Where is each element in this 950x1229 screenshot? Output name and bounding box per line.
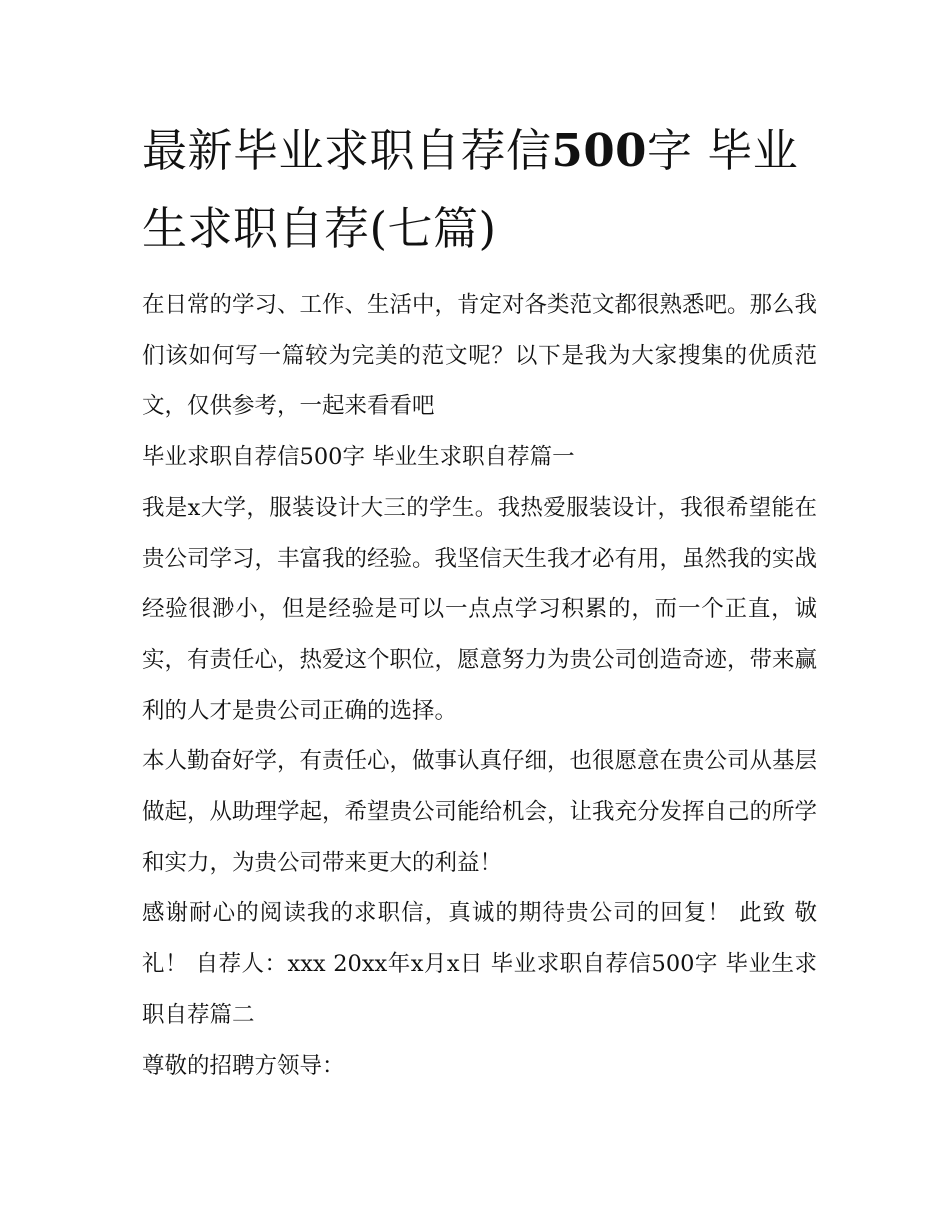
title-number: 500 <box>551 124 647 177</box>
salutation-paragraph: 尊敬的招聘方领导： <box>142 1052 345 1079</box>
closing-paragraph: 感谢耐心的阅读我的求职信，真诚的期待贵公司的回复！ 此致 敬礼！ 自荐人：xxx 20xx年x月x日 毕业求职自荐信500字 毕业生求职自荐篇二 <box>142 900 817 1028</box>
document-body <box>142 280 817 1091</box>
document-title <box>142 112 817 268</box>
title-text-part-1: 最新毕业求职自荐信 <box>142 124 552 177</box>
title-text-part-2: 字 毕业生求职自荐(七篇) <box>142 124 799 255</box>
body-paragraph-2: 本人勤奋好学，有责任心，做事认真仔细，也很愿意在贵公司从基层做起，从助理学起，希望贵公司能给机会，让我充分发挥自己的所学和实力，为贵公司带来更大的利益！ <box>142 748 818 876</box>
intro-paragraph: 在日常的学习、工作、生活中，肯定对各类范文都很熟悉吧。那么我们该如何写一篇较为完美的范文呢？以下是我为大家搜集的优质范文，仅供参考，一起来看看吧 <box>142 292 818 420</box>
section-heading-1: 毕业求职自荐信500字 毕业生求职自荐篇一 <box>142 444 575 471</box>
document-page <box>142 112 817 1091</box>
body-paragraph-1: 我是x大学，服装设计大三的学生。我热爱服装设计，我很希望能在贵公司学习，丰富我的经验。我坚信天生我才必有用，虽然我的实战经验很渺小，但是经验是可以一点点学习积累的，而一个正直，诚实，有责任心，热爱这个职位，愿意努力为贵公司创造奇迹，带来赢利的人才是贵公司正确的选择。 <box>142 494 818 724</box>
